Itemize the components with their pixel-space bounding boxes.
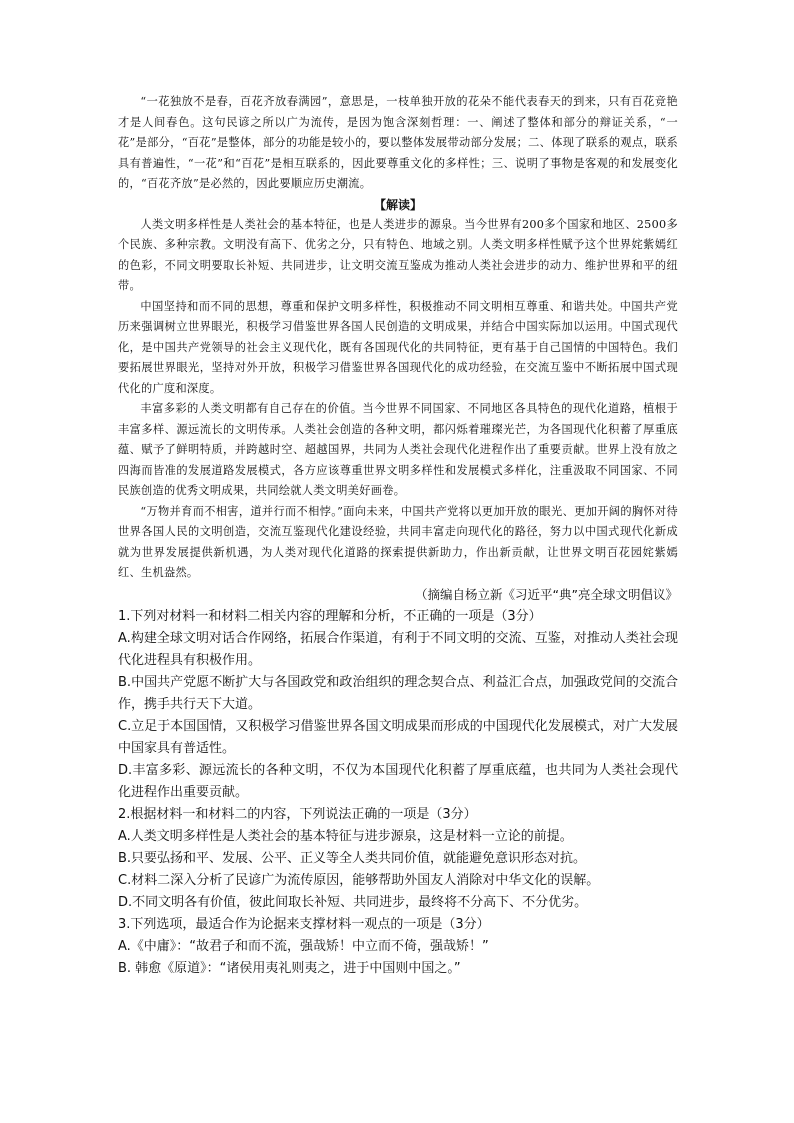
- interpretation-heading: 【解读】: [373, 197, 422, 212]
- option-c: C.材料二深入分析了民谚广为流传原因，能够帮助外国友人消除对中华文化的误解。: [118, 872, 600, 888]
- interpretation-paragraph-1: 人类文明多样性是人类社会的基本特征，也是人类进步的源泉。当今世界有200多个国家和地区、2500多个民族、多种宗教。文明没有高下、优劣之分，只有特色、地域之别。人类文明多样性赋予这个世界姹紫嫣红的色彩，不同文明要取长补短、共同进步，让文明交流互鉴成为推动人类社会进步的动力、维护世界和平的纽带。: [118, 217, 678, 292]
- option-c: C.立足于本国国情，又积极学习借鉴世界各国文明成果而形成的中国现代化发展模式，对广大发展中国家具有普适性。: [118, 718, 678, 756]
- option-d: D.不同文明各有价值，彼此间取长补短、共同进步，最终将不分高下、不分优劣。: [118, 894, 588, 910]
- option-b: B. 韩愈《原道》：“诸侯用夷礼则夷之，进于中国则中国之。”: [118, 960, 461, 976]
- question-stem: 2.根据材料一和材料二的内容，下列说法正确的一项是（3分）: [118, 806, 477, 822]
- option-b: B.只要弘扬和平、发展、公平、正义等全人类共同价值，就能避免意识形态对抗。: [118, 850, 587, 866]
- question-1: [118, 606, 678, 804]
- interpretation-paragraph-2: 中国坚持和而不同的思想，尊重和保护文明多样性，积极推动不同文明相互尊重、和谐共处。中国共产党历来强调树立世界眼光，积极学习借鉴世界各国人民创造的文明成果，并结合中国实际加以运用。中国式现代化，是中国共产党领导的社会主义现代化，既有各国现代化的共同特征，更有基于自己国情的中国特色。我们要拓展世界眼光，坚持对外开放，积极学习借鉴世界各国现代化的成功经验，在交流互鉴中不断拓展中国式现代化的广度和深度。: [118, 299, 678, 395]
- source-citation: （摘编自杨立新《习近平“典”亮全球文明倡议》: [415, 586, 678, 602]
- question-stem: 3.下列选项，最适合作为论据来支撑材料一观点的一项是（3分）: [118, 916, 490, 932]
- option-d: D.丰富多彩、源远流长的各种文明，不仅为本国现代化积蓄了厚重底蕴，也共同为人类社会现代化进程作出重要贡献。: [118, 762, 678, 800]
- question-stem: 1.下列对材料一和材料二相关内容的理解和分析，不正确的一项是（3分）: [118, 608, 542, 624]
- document-page: [118, 92, 678, 980]
- material-intro-paragraph: “一花独放不是春，百花齐放春满园”，意思是，一枝单独开放的花朵不能代表春天的到来，只有百花竞艳才是人间春色。这句民谚之所以广为流传，是因为饱含深刻哲理：一、阐述了整体和部分的辩证关系，“一花”是部分，“百花”是整体，部分的功能是较小的，要以整体发展带动部分发展；二、体现了联系的观点，联系具有普遍性，“一花”和“百花”是相互联系的，因此要尊重文化的多样性；三、说明了事物是客观的和发展变化的，“百花齐放”是必然的，因此要顺应历史潮流。: [118, 95, 678, 190]
- option-b: B.中国共产党愿不断扩大与各国政党和政治组织的理念契合点、利益汇合点，加强政党间的交流合作，携手共行天下大道。: [118, 674, 678, 712]
- question-3: [118, 914, 678, 980]
- interpretation-paragraph-4: “万物并育而不相害，道并行而不相悖。”面向未来，中国共产党将以更加开放的眼光、更加开阔的胸怀对待世界各国人民的文明创造，交流互鉴现代化建设经验，共同丰富走向现代化的路径，努力以中国式现代化新成就为世界发展提供新机遇，为人类对现代化道路的探索提供新助力，作出新贡献，让世界文明百花园姹紫嫣红、生机盎然。: [118, 504, 678, 579]
- option-a: A.《中庸》：“故君子和而不流，强哉矫！中立而不倚，强哉矫！”: [118, 938, 489, 954]
- option-a: A.构建全球文明对话合作网络，拓展合作渠道，有利于不同文明的交流、互鉴，对推动人类社会现代化进程具有积极作用。: [118, 630, 678, 668]
- option-a: A.人类文明多样性是人类社会的基本特征与进步源泉，这是材料一立论的前提。: [118, 828, 573, 844]
- interpretation-paragraph-3: 丰富多彩的人类文明都有自己存在的价值。当今世界不同国家、不同地区各具特色的现代化道路，植根于丰富多样、源远流长的文明传承。人类社会创造的各种文明，都闪烁着璀璨光芒，为各国现代化积蓄了厚重底蕴、赋予了鲜明特质，并跨越时空、超越国界，共同为人类社会现代化进程作出了重要贡献。世界上没有放之四海而皆准的发展道路发展模式，各方应该尊重世界文明多样性和发展模式多样化，注重汲取不同国家、不同民族创造的优秀文明成果，共同绘就人类文明美好画卷。: [118, 402, 678, 497]
- question-2: [118, 804, 678, 914]
